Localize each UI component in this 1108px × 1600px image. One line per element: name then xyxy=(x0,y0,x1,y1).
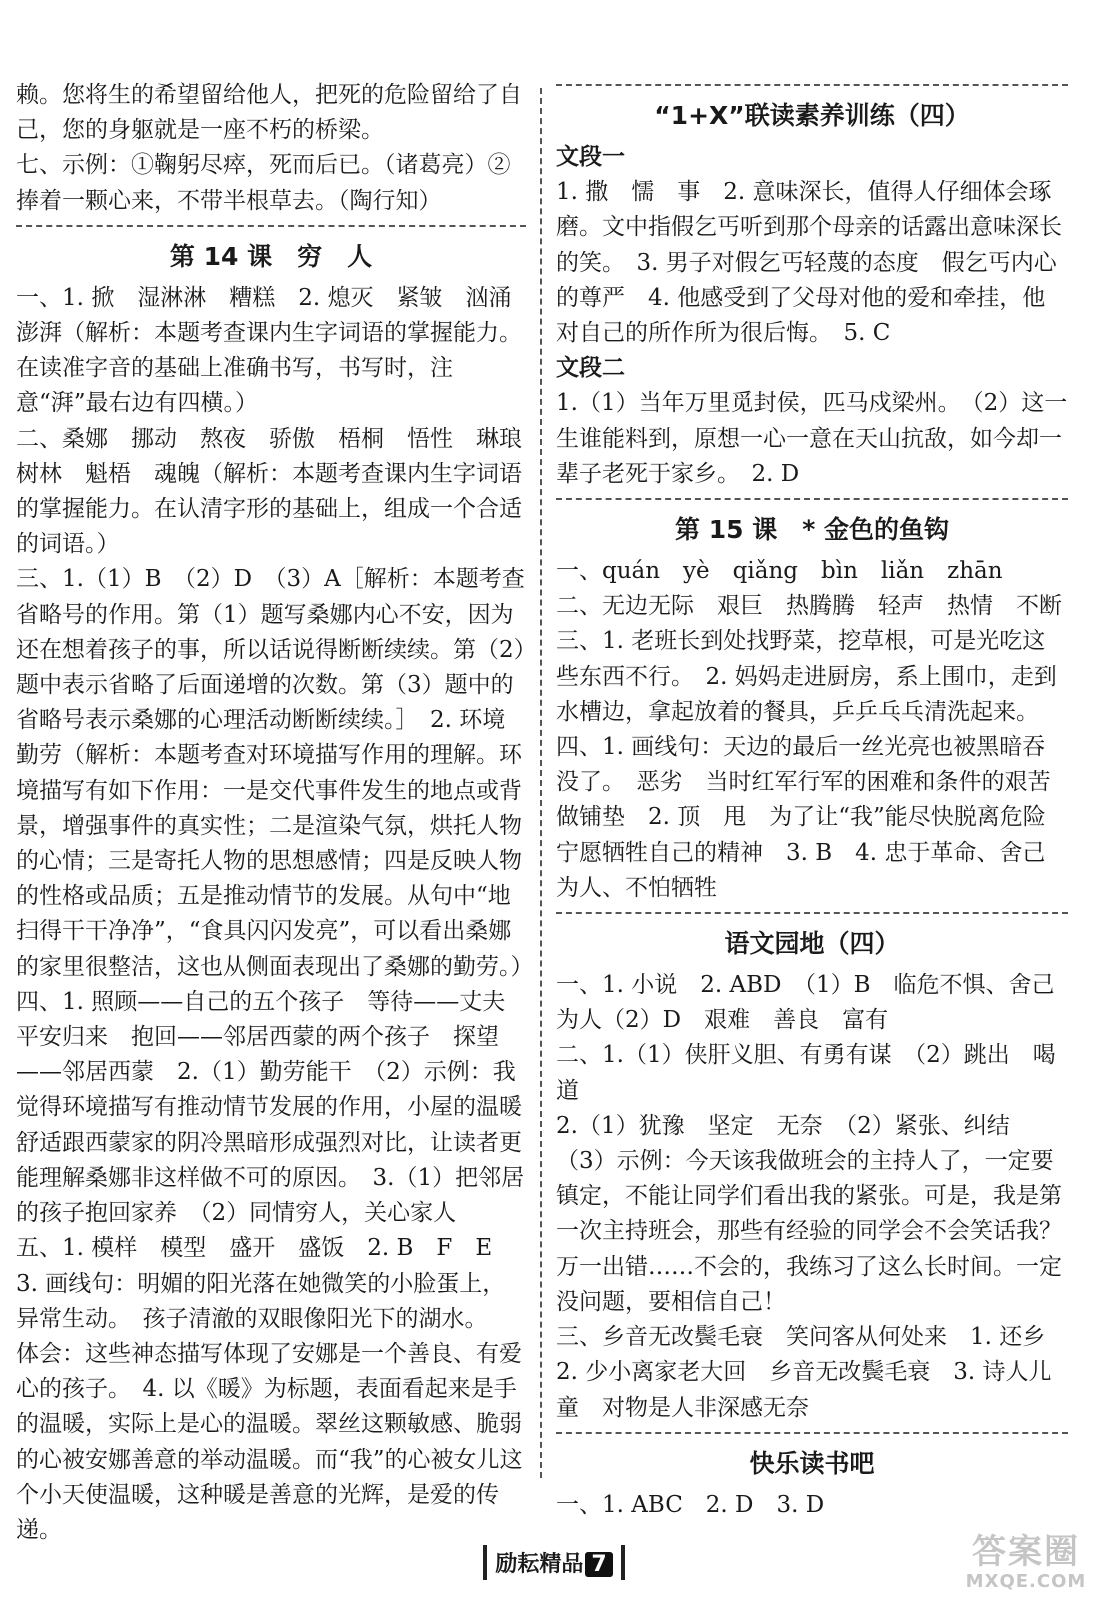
page-footer xyxy=(0,1545,1108,1580)
watermark-url: MXQE.COM xyxy=(965,1571,1087,1592)
lesson14-para-3: 三、1.（1）B （2）D （3）A［解析：本题考查省略号的作用。第（1）题写桑娜内心不安，因为还在想着孩子的事，所以话说得断断续续。第（2）题中表示省略了后面递增的次数。第（3）题中的省略号表示桑娜的心理活动断断续续。］ 2. 环境 勤劳（解析：本题考查对环境描写作用的理解。环境描写有如下作用：一是交代事件发生的地点或背景，增强事件的真实性；二是渲染气氛，烘托人物的心情；三是寄托人物的思想感情；四是反映人物的性格或品质；五是推动情节的发展。从句中“地扫得干干净净”，“食具闪闪发亮”，可以看出桑娜的家里很整洁，这也从侧面表现出了桑娜的勤劳。） xyxy=(16,566,534,980)
sec2-para-4: 四、1. 画线句：天边的最后一丝光亮也被黑暗吞没了。 恶劣 当时红军行军的困难和条件的艰苦做铺垫 2. 顶 甩 为了让“我”能尽快脱离危险宁愿牺牲自己的精神 3. B 4. 忠于革命、舍己为人、不怕牺牲 xyxy=(556,734,1051,901)
page-number: 7 xyxy=(585,1552,612,1577)
lesson14-para-2: 二、桑娜 挪动 熬夜 骄傲 梧桐 悟性 琳琅 树林 魁梧 魂魄（解析：本题考查课内生字词语的掌握能力。在认清字形的基础上，组成一个合适的词语。） xyxy=(16,425,545,558)
sec3-para-5: 三、乡音无改鬓毛衰 笑问客从何处来 1. 还乡 2. 少小离家老大回 乡音无改鬓毛衰 3. 诗人儿童 对物是人非深感无奈 xyxy=(556,1324,1052,1421)
watermark-text: 答案圈 xyxy=(972,1532,1080,1572)
intro-line-1: 赖。您将生的希望留给他人，把死的危险留给了自己，您的身躯就是一座不朽的桥梁。 xyxy=(16,82,522,144)
sec3-title: 语文园地（四） xyxy=(724,929,900,959)
sec3-para-4: （3）示例：今天该我做班会的主持人了，一定要镇定，不能让同学们看出我的紧张。可是，我是第一次主持班会，那些有经验的同学会不会笑话我？万一出错……不会的，我练习了这么长时间。一定没问题，要相信自己！ xyxy=(556,1148,1062,1315)
sec3-para-2: 二、1.（1）侠肝义胆、有勇有谋 （2）跳出 喝道 xyxy=(556,1042,1056,1104)
sec2-para-3: 三、1. 老班长到处找野菜，挖草根，可是光吃这些东西不行。 2. 妈妈走进厨房，系上围巾，走到水槽边，拿起放着的餐具，乒乒乓乓清洗起来。 xyxy=(556,628,1057,725)
sec2-para-1: 一、quán yè qiǎng bìn liǎn zhān xyxy=(556,558,1003,585)
left-column xyxy=(16,78,545,1548)
sec4-title: 快乐读书吧 xyxy=(749,1448,875,1478)
divider xyxy=(556,1432,1068,1434)
divider xyxy=(16,225,526,227)
lesson14-para-5: 五、1. 模样 模型 盛开 盛饭 2. B F E xyxy=(16,1235,493,1262)
sec1-subhead-1: 文段一 xyxy=(556,144,625,170)
lesson14-para-4: 四、1. 照顾——自己的五个孩子 等待——丈夫平安归来 抱回——邻居西蒙的两个孩子 探望——邻居西蒙 2.（1）勤劳能干 （2）示例：我觉得环境描写有推动情节发展的作用，小屋的温暖舒适跟西蒙家的阴冷黑暗形成强烈对比，让读者更能理解桑娜非这样做不可的原因。 3.（1）把邻居的孩子抱回家养 （2）同情穷人，关心家人 xyxy=(16,988,525,1227)
sec1-subhead-2: 文段二 xyxy=(556,355,625,382)
divider xyxy=(556,84,1068,86)
lesson14-para-7: 体会：这些神态描写体现了安娜是一个善良、有爱心的孩子。 4. 以《暖》为标题，表面看起来是手的温暖，实际上是心的温暖。翠丝这颗敏感、脆弱的心被安娜善意的举动温暖。而“我”的心被女儿这个小天使温暖，这种暖是善意的光辉，是爱的传递。 xyxy=(16,1340,523,1543)
column-divider xyxy=(540,88,542,1478)
intro-line-2: 七、示例：①鞠躬尽瘁，死而后已。（诸葛亮）②捧着一颗心来，不带半根草去。（陶行知） xyxy=(16,152,511,214)
lesson14-title: 第 14 课 穷 人 xyxy=(169,241,373,271)
footer-brand-box xyxy=(483,1545,624,1580)
right-column xyxy=(556,78,1068,1523)
sec1-para-2: 1.（1）当年万里觅封侯，匹马戍梁州。 （2）这一生谁能料到，原想一心一意在天山抗敌，如今却一辈子老死于家乡。 2. D xyxy=(556,390,1068,487)
lesson14-para-1: 一、1. 掀 湿淋淋 糟糕 2. 熄灭 紧皱 汹涌澎湃（解析：本题考查课内生字词语的掌握能力。在读准字音的基础上准确书写，书写时，注意“湃”最右边有四横。） xyxy=(16,284,522,417)
sec4-para-1: 一、1. ABC 2. D 3. D xyxy=(556,1491,825,1518)
sec2-title: 第 15 课 * 金色的鱼钩 xyxy=(675,515,949,545)
lesson14-para-6: 3. 画线句：明媚的阳光落在她微笑的小脸蛋上，异常生动。 孩子清澈的双眼像阳光下的湖水。 xyxy=(16,1270,506,1332)
sec2-para-2: 二、无边无际 艰巨 热腾腾 轻声 热情 不断 xyxy=(556,593,1062,620)
sec1-title: “1+X”联读素养训练（四） xyxy=(654,101,970,130)
watermark-logo xyxy=(956,1533,1096,1592)
footer-brand: 励耘精品 xyxy=(495,1552,584,1577)
sec3-para-1: 一、1. 小说 2. ABD （1）B 临危不惧、舍己为人（2）D 艰难 善良 富有 xyxy=(556,972,1055,1034)
sec1-para-1: 1. 撒 懦 事 2. 意味深长，值得人仔细体会琢磨。文中指假乞丐听到那个母亲的话露出意味深长的笑。 3. 男子对假乞丐轻蔑的态度 假乞丐内心的尊严 4. 他感受到了父母对他的爱和牵挂，他对自己的所作所为很后悔。 5. C xyxy=(556,179,1062,347)
divider xyxy=(556,498,1068,500)
sec3-para-3: 2.（1）犹豫 坚定 无奈 （2）紧张、纠结 xyxy=(556,1112,1010,1139)
divider xyxy=(556,912,1068,914)
